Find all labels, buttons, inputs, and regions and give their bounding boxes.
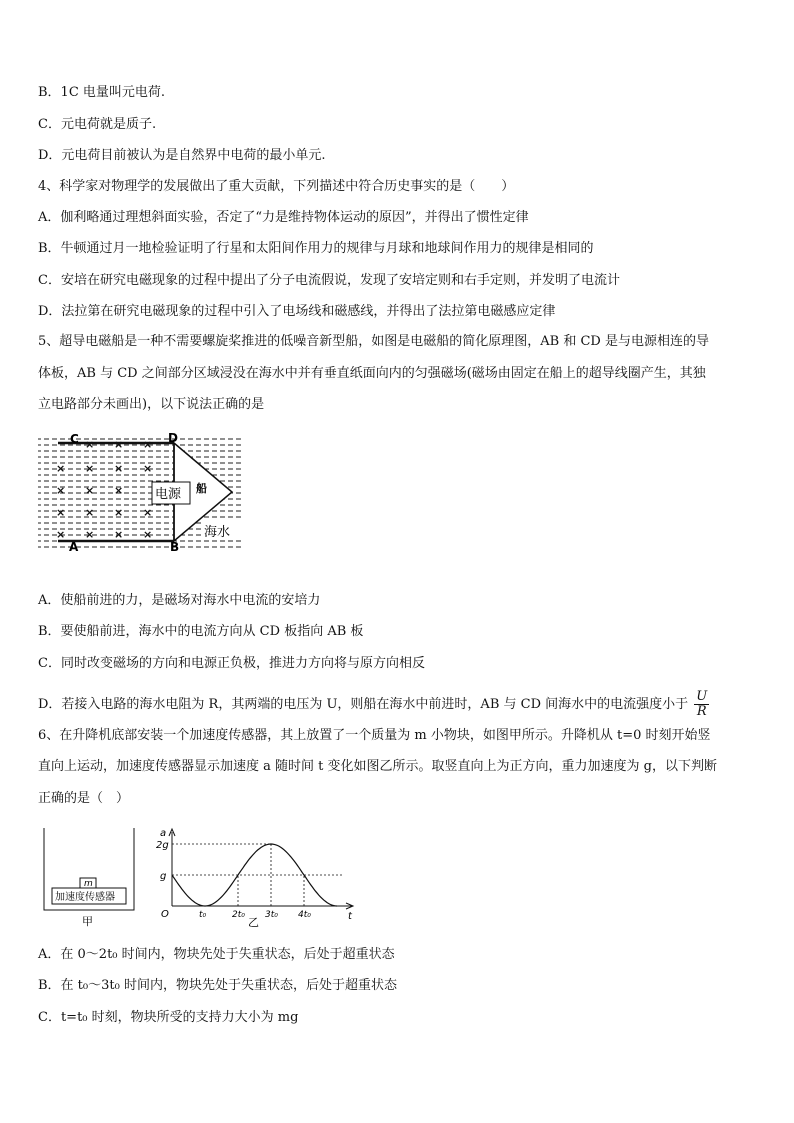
origin-label: O	[161, 909, 169, 920]
magnetic-field-mark: ×	[85, 528, 95, 541]
magnetic-field-mark: ×	[143, 462, 153, 475]
magnetic-field-mark: ×	[114, 462, 124, 475]
magnetic-field-mark: ×	[85, 462, 95, 475]
label-b: B	[170, 540, 180, 552]
magnetic-field-mark: ×	[143, 438, 153, 451]
label-a: A	[69, 540, 79, 552]
question-6-option-a: A．在 0～2t₀ 时间内，物块先处于失重状态，后处于超重状态	[38, 947, 395, 962]
question-4-stem: 4、科学家对物理学的发展做出了重大贡献，下列描述中符合历史事实的是（ ）	[38, 179, 515, 194]
x-tick-label: 4t₀	[298, 910, 311, 920]
fraction-u-over-r: $\frac{U}{R}$	[696, 689, 708, 719]
caption-yi: 乙	[248, 916, 259, 929]
question-5-option-d: D．若接入电路的海水电阻为 R，其两端的电压为 U，则船在海水中前进时，AB 与 CD 间海水中的电流强度小于 $\frac{U}{R}$	[38, 689, 708, 719]
question-5-option-b: B．要使船前进，海水中的电流方向从 CD 板指向 AB 板	[38, 624, 364, 639]
question-4-option-a: A．伽利略通过理想斜面实验，否定了“力是维持物体运动的原因”，并得出了惯性定律	[38, 210, 529, 225]
question-6-option-b: B．在 t₀～3t₀ 时间内，物块先处于失重状态，后处于超重状态	[38, 978, 397, 993]
option-d-prev: D．元电荷目前被认为是自然界中电荷的最小单元.	[38, 148, 326, 163]
option-c-prev: C．元电荷就是质子.	[38, 117, 157, 132]
x-axis-label: t	[348, 911, 352, 922]
y-axis-label: a	[160, 828, 167, 839]
figure-jia	[42, 826, 138, 930]
magnetic-field-mark: ×	[56, 528, 66, 541]
magnetic-field-mark: ×	[114, 506, 124, 519]
magnetic-field-mark: ×	[143, 506, 153, 519]
ship-label: 船	[196, 482, 207, 495]
block-label: m	[84, 879, 93, 889]
question-5-option-a: A．使船前进的力，是磁场对海水中电流的安培力	[38, 593, 321, 608]
seawater-label: 海水	[204, 525, 231, 540]
magnetic-field-mark: ×	[114, 484, 124, 497]
question-6-stem-2: 直向上运动，加速度传感器显示加速度 a 随时间 t 变化如图乙所示。取竖直向上为正方向，重力加速度为 g，以下判断	[38, 759, 717, 774]
question-4-option-b: B．牛顿通过月一地检验证明了行星和太阳间作用力的规律与月球和地球间作用力的规律是相同的	[38, 241, 594, 256]
question-6-stem-1: 6、在升降机底部安装一个加速度传感器，其上放置了一个质量为 m 小物块，如图甲所示。升降机从 t=0 时刻开始竖	[38, 728, 711, 743]
magnetic-field-mark: ×	[56, 506, 66, 519]
question-6-option-c: C．t=t₀ 时刻，物块所受的支持力大小为 mg	[38, 1010, 299, 1025]
x-tick-label: t₀	[199, 910, 207, 920]
question-5-stem-3: 立电路部分未画出)，以下说法正确的是	[38, 397, 265, 412]
magnetic-field-mark: ×	[85, 506, 95, 519]
magnetic-field-mark: ×	[56, 484, 66, 497]
question-6-stem-3: 正确的是（ ）	[38, 791, 130, 806]
question-4-option-d: D．法拉第在研究电磁现象的过程中引入了电场线和磁感线，并得出了法拉第电磁感应定律	[38, 304, 556, 319]
magnetic-field-mark: ×	[56, 462, 66, 475]
magnetic-field-mark: ×	[85, 438, 95, 451]
label-d: D	[168, 431, 178, 445]
tick-g: g	[160, 871, 167, 882]
caption-jia: 甲	[82, 915, 93, 928]
magnetic-field-mark: ×	[114, 438, 124, 451]
magnetic-field-mark: ×	[143, 528, 153, 541]
question-5-stem-1: 5、超导电磁船是一种不需要螺旋桨推进的低噪音新型船，如图是电磁船的简化原理图，AB 和 CD 是与电源相连的导	[38, 334, 709, 349]
x-tick-label: 2t₀	[232, 910, 245, 920]
tick-2g: 2g	[156, 840, 169, 851]
x-tick-label: 3t₀	[265, 910, 278, 920]
magnetic-field-mark: ×	[114, 528, 124, 541]
question-5-option-c: C．同时改变磁场的方向和电源正负极，推进力方向将与原方向相反	[38, 656, 425, 671]
power-label: 电源	[155, 487, 182, 502]
figure-yi-graph	[152, 826, 362, 930]
sensor-label: 加速度传感器	[55, 892, 115, 903]
label-c: C	[70, 432, 79, 446]
question-5-stem-2: 体板，AB 与 CD 之间部分区域浸没在海水中并有垂直纸面向内的匀强磁场(磁场由固定在船上的超导线圈产生，其独	[38, 366, 706, 381]
question-4-option-c: C．安培在研究电磁现象的过程中提出了分子电流假说，发现了安培定则和右手定则，并发明了电流计	[38, 273, 620, 288]
magnetic-field-mark: ×	[85, 484, 95, 497]
option-b-prev: B．1C 电量叫元电荷.	[38, 85, 166, 100]
ship-diagram	[36, 430, 248, 552]
